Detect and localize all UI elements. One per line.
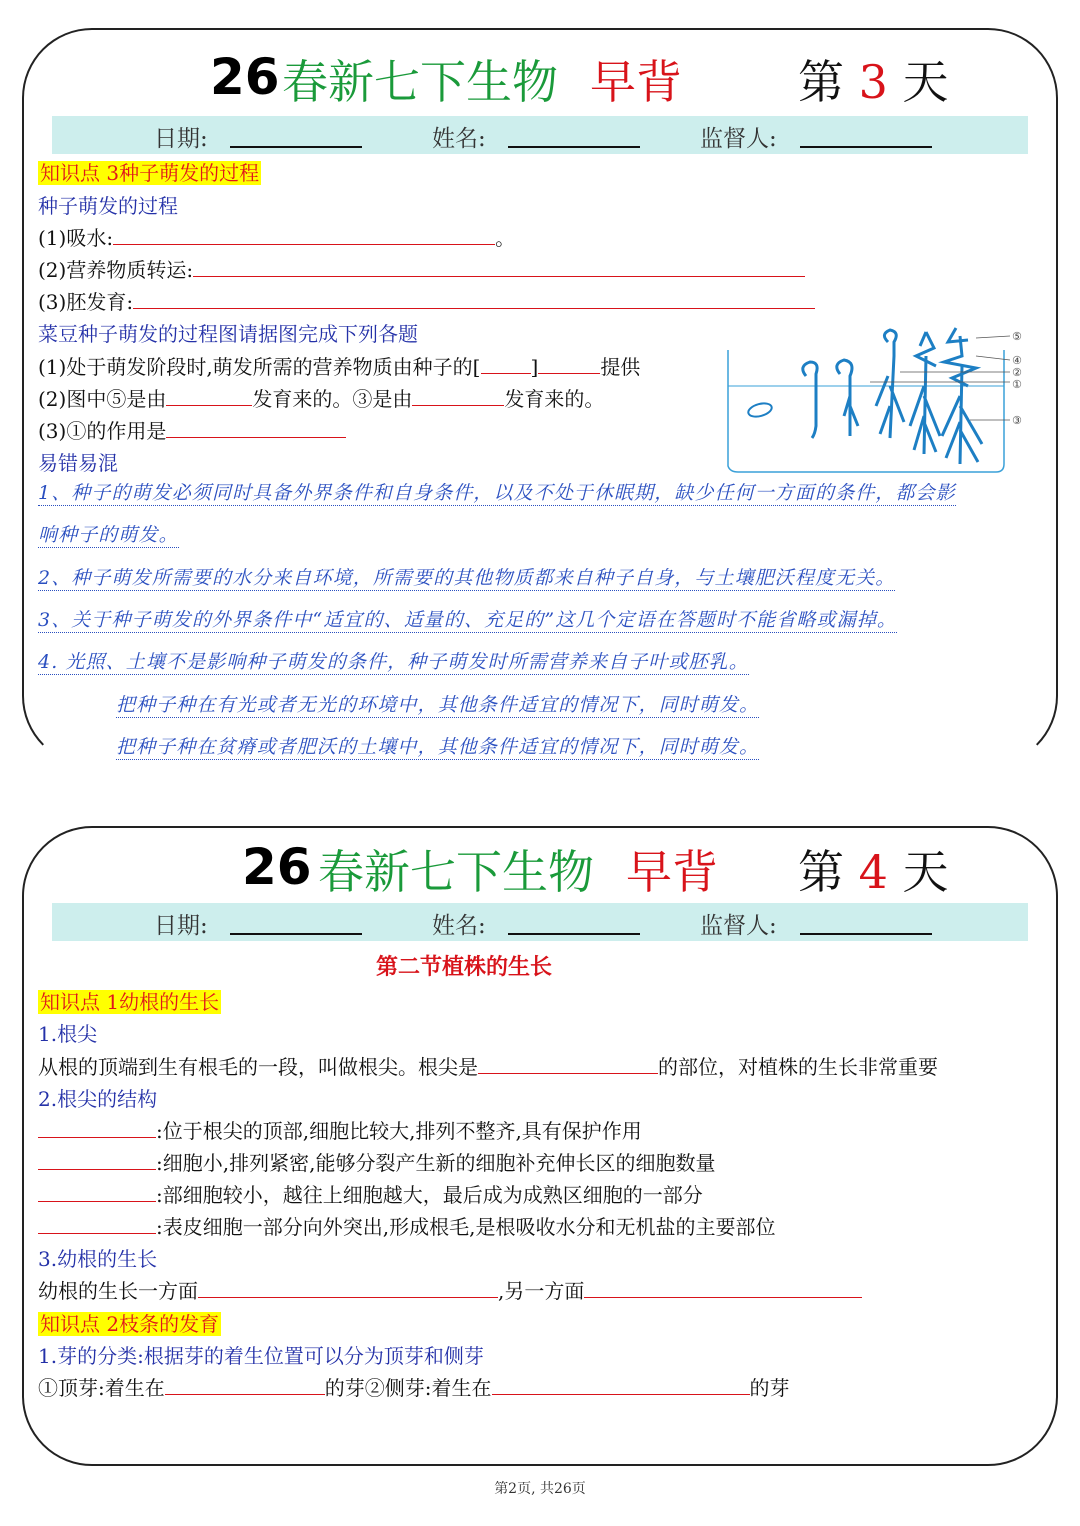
title-day xyxy=(798,836,949,902)
p3-row xyxy=(38,418,346,444)
subheading-young-root: 3.幼根的生长 xyxy=(38,1247,158,1271)
structure-blank-4[interactable] xyxy=(38,1215,156,1234)
subheading-bud-types: 1.芽的分类:根据芽的着生位置可以分为顶芽和侧芽 xyxy=(38,1344,484,1368)
day-suffix: 天 xyxy=(902,845,949,899)
subheading-root-tip: 1.根尖 xyxy=(38,1022,98,1046)
title-day xyxy=(798,46,949,112)
s4-text-b: 的芽②侧芽:着生在 xyxy=(324,1376,492,1400)
note-1a: 1、种子的萌发必须同时具备外界条件和自身条件，以及不处于休眠期，缺少任何一方面的条件，都会影 xyxy=(38,482,956,504)
note-3: 3、关于种子萌发的外界条件中“适宜的、适量的、充足的”这几个定语在答题时不能省略或漏掉。 xyxy=(38,609,897,631)
subheading-bean-figure: 菜豆种子萌发的过程图请据图完成下列各题 xyxy=(38,322,418,346)
figure-label-3: ③ xyxy=(1012,414,1022,427)
q3-label: (3)胚发育: xyxy=(38,290,134,314)
q2-row xyxy=(38,257,805,283)
kp3-heading-text: 知识点 3种子萌发的过程 xyxy=(40,161,260,185)
p2-text-b: 发育来的。③是由 xyxy=(252,387,413,411)
day4-info-bar xyxy=(52,903,1028,941)
note-6: 把种子种在贫瘠或者肥沃的土壤中，其他条件适宜的情况下，同时萌发。 xyxy=(116,736,760,758)
structure-text-2: :细胞小,排列紧密,能够分裂产生新的细胞补充伸长区的细胞数量 xyxy=(156,1151,716,1175)
note-1b: 响种子的萌发。 xyxy=(38,524,179,546)
s3-blank-b[interactable] xyxy=(584,1279,862,1298)
s1-text-b: 的部位，对植株的生长非常重要 xyxy=(658,1055,938,1079)
p3-blank[interactable] xyxy=(166,419,346,438)
figure-label-2: ② xyxy=(1012,366,1022,379)
note-4: 4. 光照、土壤不是影响种子萌发的条件，种子萌发时所需营养来自子叶或胚乳。 xyxy=(38,651,749,673)
s1-text-a: 从根的顶端到生有根毛的一段，叫做根尖。根尖是 xyxy=(38,1055,478,1079)
subheading-root-structure: 2.根尖的结构 xyxy=(38,1087,158,1111)
day-prefix: 第 xyxy=(798,55,844,109)
s3-row xyxy=(38,1278,862,1304)
s4-blank-b[interactable] xyxy=(492,1376,750,1395)
structure-blank-2[interactable] xyxy=(38,1151,156,1170)
q1-row xyxy=(38,225,515,251)
s3-text-a: 幼根的生长一方面 xyxy=(38,1279,198,1303)
structure-row-4 xyxy=(38,1214,775,1240)
kp3-heading xyxy=(38,160,261,186)
kp2-heading-text: 知识点 2枝条的发育 xyxy=(40,1312,220,1336)
s3-blank-a[interactable] xyxy=(198,1279,498,1298)
p2-text-a: (2)图中⑤是由 xyxy=(38,387,167,411)
structure-blank-1[interactable] xyxy=(38,1119,156,1138)
q1-blank[interactable] xyxy=(113,226,495,245)
day4-title xyxy=(0,836,1080,899)
title-morning: 早背 xyxy=(590,55,682,109)
structure-row-1 xyxy=(38,1118,642,1144)
s4-text-a: ①顶芽:着生在 xyxy=(38,1376,165,1400)
supervisor-field[interactable] xyxy=(800,146,932,148)
day3-info-bar xyxy=(52,116,1028,154)
title-subject-text: 春新七下生物 xyxy=(282,55,558,109)
p1-blank-name[interactable] xyxy=(538,355,600,374)
q1-end: 。 xyxy=(495,226,516,250)
supervisor-field[interactable] xyxy=(800,933,932,935)
p2-blank-b[interactable] xyxy=(412,387,504,406)
supervisor-label: 监督人: xyxy=(700,913,777,939)
bean-germination-figure xyxy=(720,326,1040,476)
kp2-heading xyxy=(38,1311,221,1337)
structure-blank-3[interactable] xyxy=(38,1183,156,1202)
structure-text-3: :部细胞较小，越往上细胞越大，最后成为成熟区细胞的一部分 xyxy=(156,1183,703,1207)
structure-text-1: :位于根尖的顶部,细胞比较大,排列不整齐,具有保护作用 xyxy=(156,1119,642,1143)
p2-text-c: 发育来的。 xyxy=(504,387,605,411)
figure-label-4: ④ xyxy=(1012,354,1022,367)
figure-label-1: ① xyxy=(1012,378,1022,391)
kp1-heading xyxy=(38,989,221,1015)
q2-blank[interactable] xyxy=(193,258,805,277)
figure-label-5: ⑤ xyxy=(1012,330,1022,343)
q3-blank[interactable] xyxy=(133,290,815,309)
date-label: 日期: xyxy=(154,913,208,939)
kp1-heading-text: 知识点 1幼根的生长 xyxy=(40,990,220,1014)
s1-row xyxy=(38,1054,938,1080)
title-number: 26 xyxy=(242,838,312,896)
p1-end: 提供 xyxy=(600,355,641,379)
title-subject xyxy=(318,836,594,902)
p1-blank-number[interactable] xyxy=(481,355,531,374)
title-subject xyxy=(282,46,558,112)
s4-blank-a[interactable] xyxy=(165,1376,325,1395)
day-prefix: 第 xyxy=(798,845,844,899)
q2-label: (2)营养物质转运: xyxy=(38,258,194,282)
date-field[interactable] xyxy=(230,933,362,935)
q3-row xyxy=(38,289,815,315)
subheading-mistakes: 易错易混 xyxy=(38,451,118,475)
p2-row xyxy=(38,386,604,412)
p1-text: (1)处于萌发阶段时,萌发所需的营养物质由种子的[ xyxy=(38,355,481,379)
p1-row xyxy=(38,354,640,380)
supervisor-label: 监督人: xyxy=(700,126,777,152)
page-footer: 第2页, 共26页 xyxy=(494,1481,586,1497)
title-morning: 早背 xyxy=(626,845,718,899)
section-title: 第二节植株的生长 xyxy=(376,954,553,980)
day-number: 3 xyxy=(858,55,888,109)
day-suffix: 天 xyxy=(902,55,949,109)
date-field[interactable] xyxy=(230,146,362,148)
name-field[interactable] xyxy=(508,933,640,935)
s1-blank[interactable] xyxy=(478,1055,658,1074)
structure-row-3 xyxy=(38,1182,703,1208)
subheading-process: 种子萌发的过程 xyxy=(38,194,178,218)
name-label: 姓名: xyxy=(432,126,486,152)
name-field[interactable] xyxy=(508,146,640,148)
title-number: 26 xyxy=(210,48,280,106)
structure-row-2 xyxy=(38,1150,715,1176)
day3-title xyxy=(0,46,1080,109)
structure-text-4: :表皮细胞一部分向外突出,形成根毛,是根吸收水分和无机盐的主要部位 xyxy=(156,1215,776,1239)
name-label: 姓名: xyxy=(432,913,486,939)
q1-label: (1)吸水: xyxy=(38,226,114,250)
p1-bracket: ] xyxy=(530,355,539,379)
date-label: 日期: xyxy=(154,126,208,152)
p3-text: (3)①的作用是 xyxy=(38,419,167,443)
s4-row xyxy=(38,1375,790,1401)
title-subject-text: 春新七下生物 xyxy=(318,845,594,899)
p2-blank-a[interactable] xyxy=(166,387,252,406)
s3-text-b: ,另一方面 xyxy=(498,1279,585,1303)
day-number: 4 xyxy=(858,845,888,899)
s4-text-c: 的芽 xyxy=(749,1376,790,1400)
note-5: 把种子种在有光或者无光的环境中，其他条件适宜的情况下，同时萌发。 xyxy=(116,694,760,716)
note-2: 2、种子萌发所需要的水分来自环境，所需要的其他物质都来自种子自身，与土壤肥沃程度无关。 xyxy=(38,567,896,589)
